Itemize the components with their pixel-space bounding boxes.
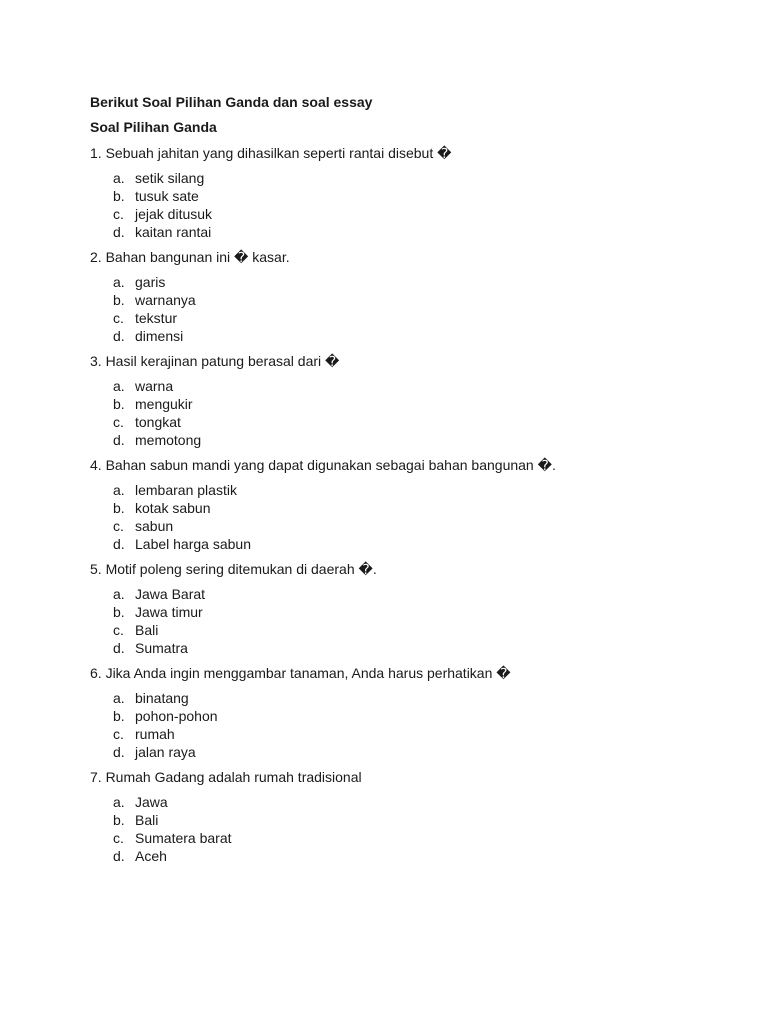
option-text: warnanya <box>135 292 196 308</box>
question-text: 4. Bahan sabun mandi yang dapat digunakan sebagai bahan bangunan �. <box>90 457 556 473</box>
question-2 <box>90 247 730 345</box>
option-text: kotak sabun <box>135 500 211 516</box>
option-letter: c. <box>113 726 124 742</box>
option-item <box>113 725 730 743</box>
option-text: lembaran plastik <box>135 482 237 498</box>
option-list <box>90 481 730 553</box>
option-letter: a. <box>113 586 125 602</box>
option-letter: c. <box>113 206 124 222</box>
option-text: jejak ditusuk <box>135 206 213 222</box>
option-item <box>113 431 730 449</box>
option-letter: d. <box>113 848 125 864</box>
option-text: Sumatera barat <box>135 830 232 846</box>
option-list <box>90 689 730 761</box>
option-item <box>113 481 730 499</box>
option-letter: b. <box>113 188 125 204</box>
option-list <box>90 273 730 345</box>
question-text: 1. Sebuah jahitan yang dihasilkan seperti rantai disebut � <box>90 145 452 161</box>
option-item <box>113 811 730 829</box>
option-text: tusuk sate <box>135 188 199 204</box>
option-text: rumah <box>135 726 175 742</box>
option-text: mengukir <box>135 396 193 412</box>
question-text: 6. Jika Anda ingin menggambar tanaman, Anda harus perhatikan � <box>90 665 511 681</box>
option-text: tongkat <box>135 414 181 430</box>
option-letter: a. <box>113 794 125 810</box>
option-letter: d. <box>113 640 125 656</box>
option-text: sabun <box>135 518 174 534</box>
option-letter: b. <box>113 812 125 828</box>
option-text: dimensi <box>135 328 184 344</box>
option-letter: d. <box>113 328 125 344</box>
question-3 <box>90 351 730 449</box>
option-letter: a. <box>113 482 125 498</box>
option-text: setik silang <box>135 170 205 186</box>
question-7 <box>90 767 730 865</box>
question-4 <box>90 455 730 553</box>
option-list <box>90 169 730 241</box>
option-list <box>90 793 730 865</box>
option-letter: a. <box>113 274 125 290</box>
option-item <box>113 273 730 291</box>
question-6 <box>90 663 730 761</box>
option-letter: c. <box>113 518 124 534</box>
document-page <box>90 92 730 865</box>
option-text: Jawa timur <box>135 604 203 620</box>
option-text: Sumatra <box>135 640 188 656</box>
option-item <box>113 309 730 327</box>
option-text: warna <box>135 378 174 394</box>
option-item <box>113 621 730 639</box>
section-heading: Soal Pilihan Ganda <box>90 119 217 135</box>
option-text: memotong <box>135 432 202 448</box>
option-letter: c. <box>113 830 124 846</box>
option-item <box>113 169 730 187</box>
option-letter: b. <box>113 292 125 308</box>
option-item <box>113 327 730 345</box>
option-list <box>90 377 730 449</box>
option-item <box>113 707 730 725</box>
option-item <box>113 603 730 621</box>
option-text: Bali <box>135 622 159 638</box>
document-title: Berikut Soal Pilihan Ganda dan soal essay <box>90 94 373 110</box>
option-text: Jawa Barat <box>135 586 206 602</box>
option-item <box>113 639 730 657</box>
option-letter: b. <box>113 604 125 620</box>
question-text: 7. Rumah Gadang adalah rumah tradisional <box>90 769 362 785</box>
option-letter: a. <box>113 170 125 186</box>
question-text: 2. Bahan bangunan ini � kasar. <box>90 249 290 265</box>
option-letter: a. <box>113 690 125 706</box>
option-letter: d. <box>113 432 125 448</box>
option-letter: d. <box>113 536 125 552</box>
option-text: jalan raya <box>135 744 196 760</box>
option-item <box>113 223 730 241</box>
option-item <box>113 585 730 603</box>
option-text: garis <box>135 274 166 290</box>
question-text: 3. Hasil kerajinan patung berasal dari � <box>90 353 340 369</box>
option-text: tekstur <box>135 310 178 326</box>
option-item <box>113 793 730 811</box>
option-text: Bali <box>135 812 159 828</box>
option-item <box>113 413 730 431</box>
question-5 <box>90 559 730 657</box>
option-item <box>113 689 730 707</box>
option-text: Aceh <box>135 848 167 864</box>
option-item <box>113 499 730 517</box>
option-letter: b. <box>113 500 125 516</box>
option-item <box>113 829 730 847</box>
option-letter: d. <box>113 744 125 760</box>
option-text: Label harga sabun <box>135 536 251 552</box>
option-item <box>113 517 730 535</box>
option-text: kaitan rantai <box>135 224 212 240</box>
option-item <box>113 847 730 865</box>
option-letter: b. <box>113 396 125 412</box>
option-letter: b. <box>113 708 125 724</box>
option-text: pohon-pohon <box>135 708 218 724</box>
option-text: Jawa <box>135 794 168 810</box>
option-item <box>113 205 730 223</box>
option-item <box>113 291 730 309</box>
option-item <box>113 377 730 395</box>
option-text: binatang <box>135 690 189 706</box>
option-list <box>90 585 730 657</box>
option-letter: d. <box>113 224 125 240</box>
option-item <box>113 395 730 413</box>
option-letter: c. <box>113 310 124 326</box>
option-item <box>113 743 730 761</box>
option-item <box>113 535 730 553</box>
option-letter: c. <box>113 622 124 638</box>
question-1 <box>90 143 730 241</box>
option-letter: a. <box>113 378 125 394</box>
option-letter: c. <box>113 414 124 430</box>
question-text: 5. Motif poleng sering ditemukan di daerah �. <box>90 561 377 577</box>
option-item <box>113 187 730 205</box>
